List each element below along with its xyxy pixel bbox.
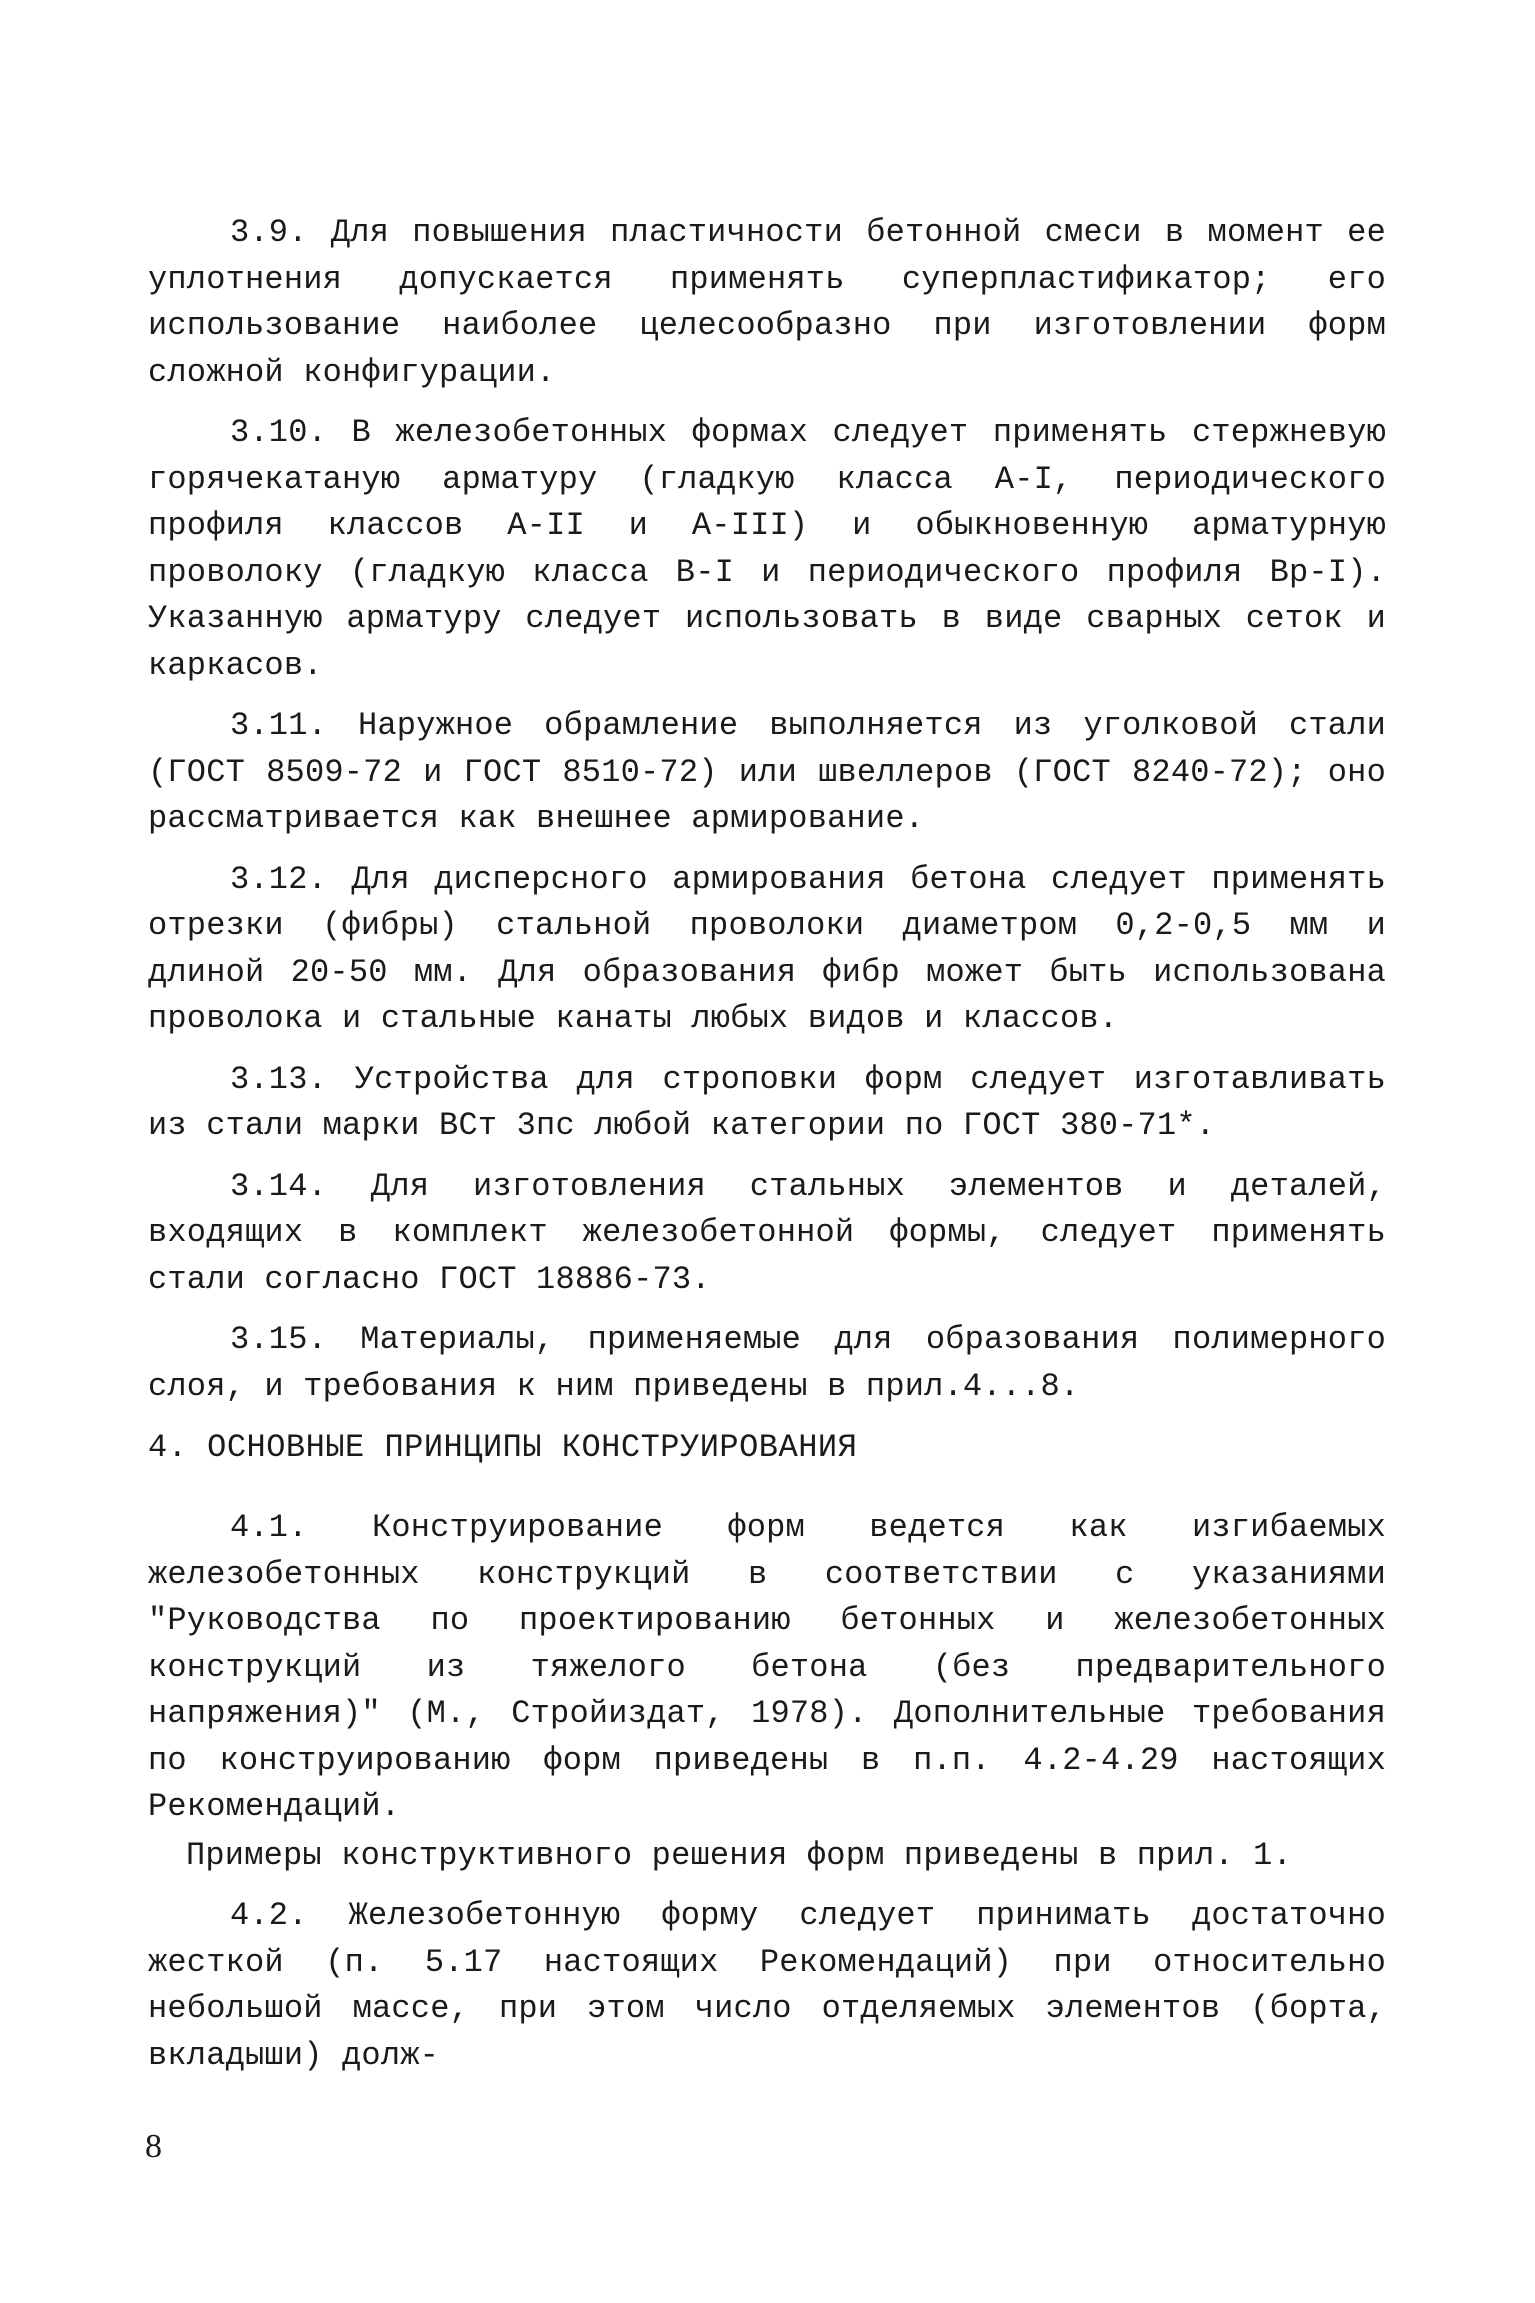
- section-4-text: [148, 1505, 1386, 2079]
- paragraph-3-11: 3.11. Наружное обрамление выполняется из уголковой стали (ГОСТ 8509-72 и ГОСТ 8510-72) или швеллеров (ГОСТ 8240-72); оно рассматривается как внешнее армирование.: [148, 707, 1386, 837]
- paragraph-3-10: 3.10. В железобетонных формах следует применять стержневую горячекатаную арматуру (гладкую класса А-I, периодического профиля классов А-II и А-III) и обыкновенную арматурную проволоку (гладкую класса В-I и периодического профиля Вр-I). Указанную арматуру следует использовать в виде сварных сеток и каркасов.: [148, 414, 1386, 684]
- paragraph-4-1-examples: Примеры конструктивного решения форм приведены в прил. 1.: [186, 1836, 1292, 1874]
- section-3-text: [148, 210, 1386, 1410]
- paragraph-3-13: 3.13. Устройства для строповки форм следует изготавливать из стали марки ВСт 3пс любой категории по ГОСТ 380-71*.: [148, 1060, 1386, 1144]
- paragraph-4-2: 4.2. Железобетонную форму следует принимать достаточно жесткой (п. 5.17 настоящих Рекомендаций) при относительно небольшой массе, при этом число отделяемых элементов (борта, вкладыши) долж-: [148, 1897, 1386, 2074]
- section-4-heading: 4. ОСНОВНЫЕ ПРИНЦИПЫ КОНСТРУИРОВАНИЯ: [148, 1429, 858, 1466]
- paragraph-3-14: 3.14. Для изготовления стальных элементов и деталей, входящих в комплект железобетонной формы, следует применять стали согласно ГОСТ 18886-73.: [148, 1167, 1386, 1298]
- paragraph-3-15: 3.15. Материалы, применяемые для образования полимерного слоя, и требования к ним приведены в прил.4...8.: [148, 1321, 1386, 1405]
- paragraph-3-12: 3.12. Для дисперсного армирования бетона следует применять отрезки (фибры) стальной проволоки диаметром 0,2-0,5 мм и длиной 20-50 мм. Для образования фибр может быть использована проволока и стальные канаты любых видов и классов.: [148, 860, 1386, 1037]
- paragraph-3-9: 3.9. Для повышения пластичности бетонной смеси в момент ее уплотнения допускается применять суперпластификатор; его использование наиболее целесообразно при изготовлении форм сложной конфигурации.: [148, 214, 1386, 391]
- page-number: 8: [145, 2128, 162, 2165]
- paragraph-4-1: 4.1. Конструирование форм ведется как изгибаемых железобетонных конструкций в соответствии с указаниями "Руководства по проектированию бетонных и железобетонных конструкций из тяжелого бетона (без предварительного напряжения)" (М., Стройиздат, 1978). Дополнительные требования по конструированию форм приведены в п.п. 4.2-4.29 настоящих Рекомендаций.: [148, 1509, 1386, 1825]
